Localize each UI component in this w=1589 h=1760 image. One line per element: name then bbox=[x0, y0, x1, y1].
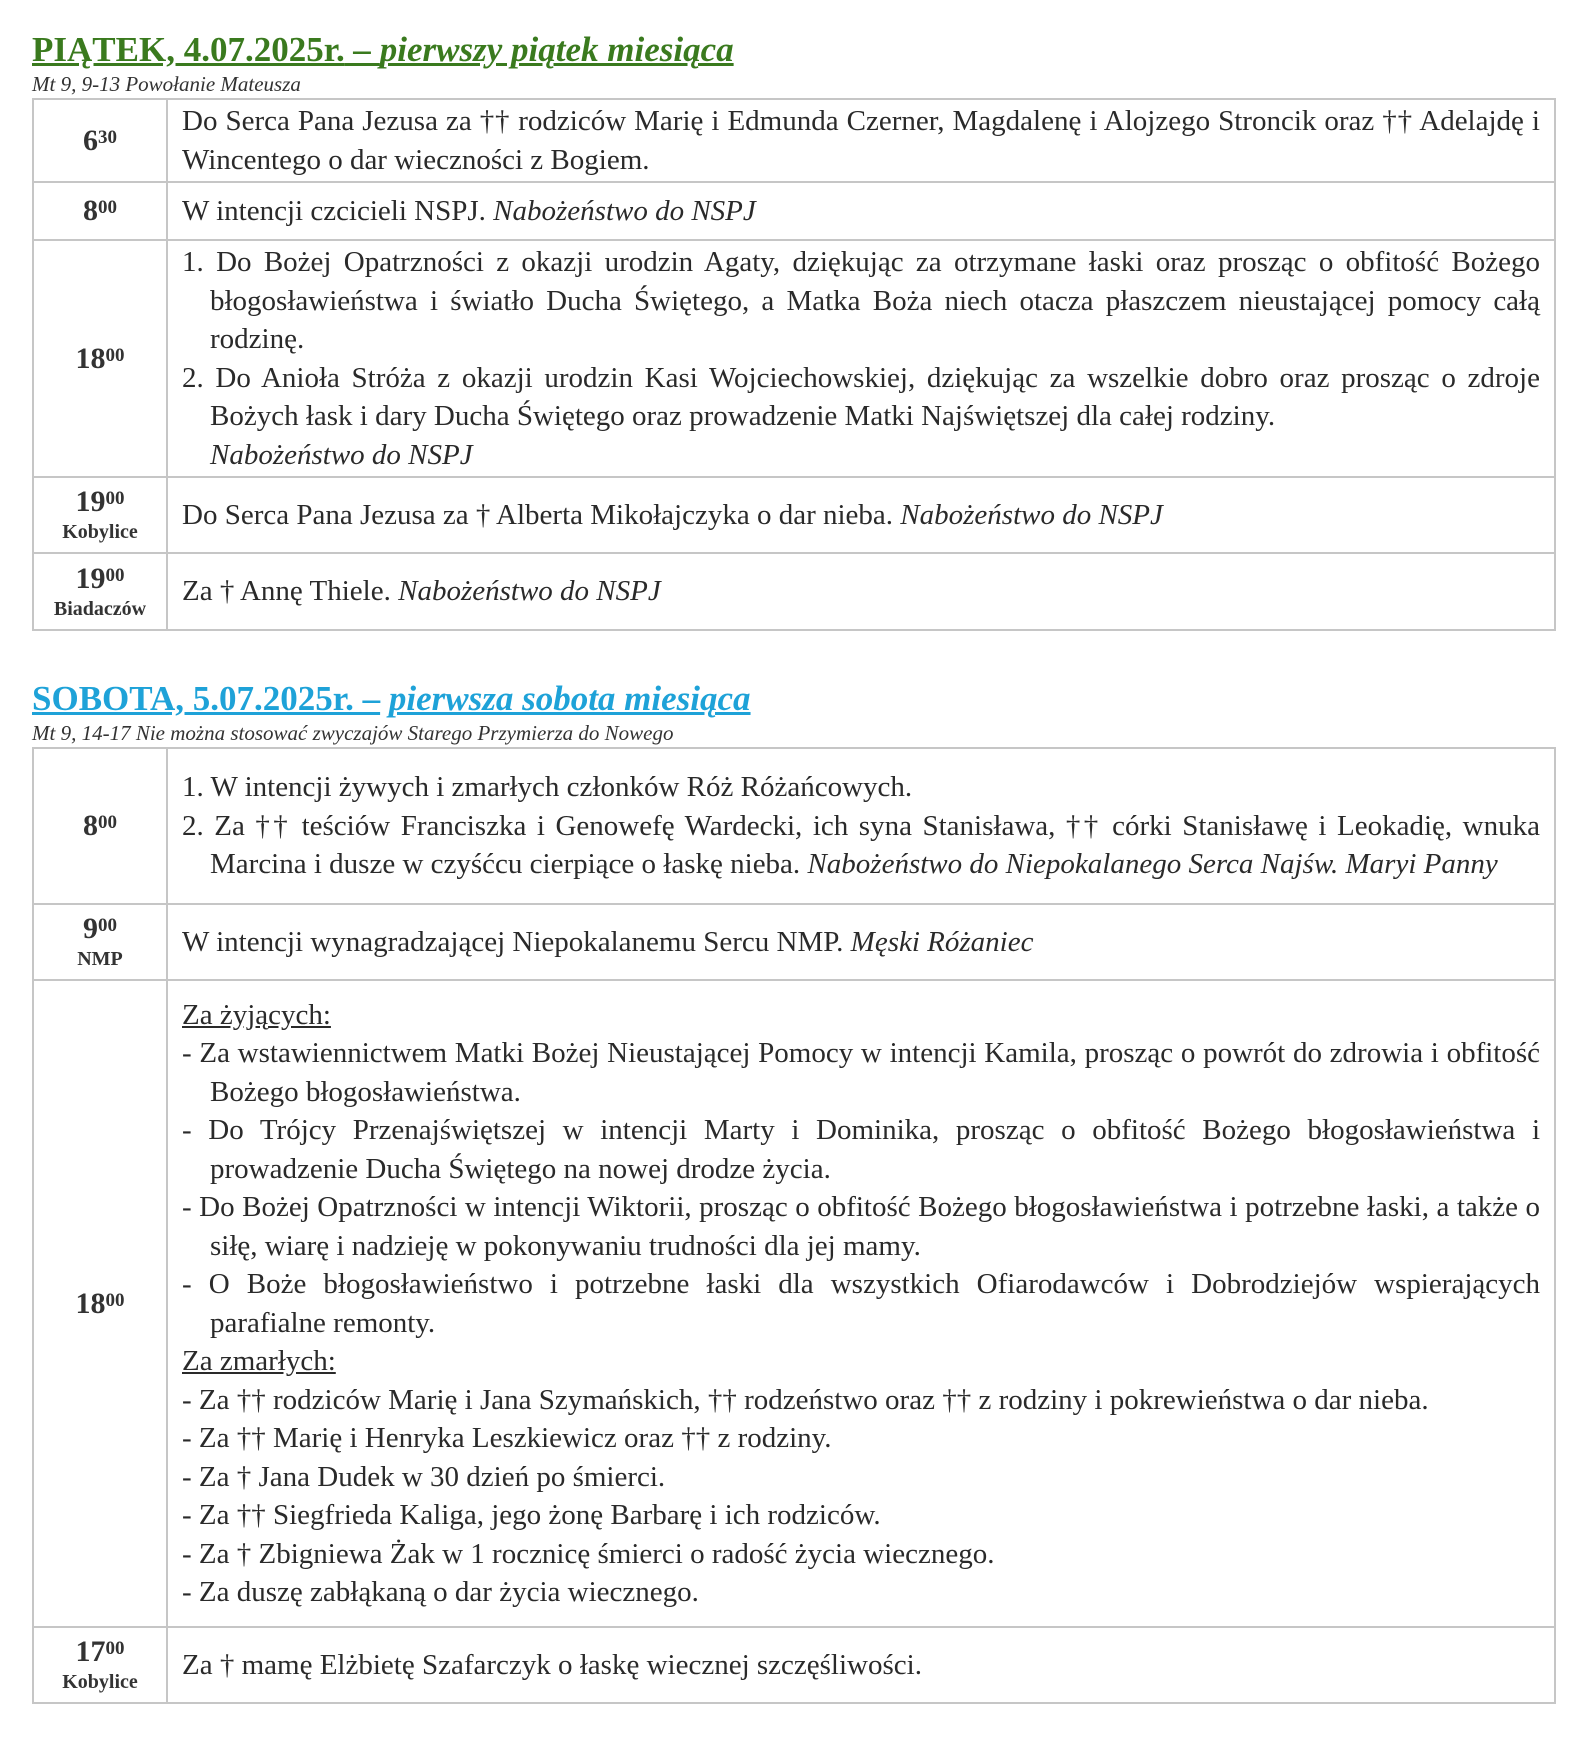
mass-intention bbox=[167, 99, 1555, 182]
intention-text: Do Serca Pana Jezusa za † Alberta Mikołajczyka o dar nieba. bbox=[182, 498, 901, 531]
time-minute: 00 bbox=[105, 344, 125, 366]
intention-item: - Do Trójcy Przenajświętszej w intencji Marty i Dominika, prosząc o obfitość Bożego błogosławieństwa i prowadzenie Ducha Świętego na nowej drodze życia. bbox=[182, 1114, 1540, 1185]
mass-intention bbox=[167, 980, 1555, 1627]
time-minute: 00 bbox=[105, 488, 125, 509]
intention-item: - Za duszę zabłąkaną o dar życia wiecznego. bbox=[182, 1576, 699, 1608]
mass-time bbox=[33, 980, 167, 1627]
service-note: Nabożeństwo do NSPJ bbox=[493, 194, 756, 227]
day-title-date: SOBOTA, 5.07.2025r. – bbox=[32, 679, 381, 718]
day-section-saturday bbox=[32, 677, 1556, 1704]
time-hour: 18 bbox=[75, 341, 106, 375]
mass-time bbox=[33, 748, 167, 904]
mass-intention bbox=[167, 904, 1555, 980]
mass-intention bbox=[167, 182, 1555, 240]
time-hour: 9 bbox=[83, 912, 98, 945]
time-hour: 19 bbox=[75, 561, 106, 595]
mass-intention bbox=[167, 477, 1555, 553]
mass-schedule-table bbox=[32, 98, 1556, 631]
mass-time bbox=[33, 477, 167, 553]
time-hour: 17 bbox=[75, 1635, 106, 1668]
intention-item: - Do Bożej Opatrzności w intencji Wiktorii, prosząc o obfitość Bożego błogosławieństwa i potrzebne łaski, a także o siłę, wiarę i nadzieję w pokonywaniu trudności dla jej mamy. bbox=[182, 1191, 1540, 1262]
intention-item: - Za † Jana Dudek w 30 dzień po śmierci. bbox=[182, 1460, 666, 1493]
time-minute: 00 bbox=[105, 1289, 125, 1311]
mass-row bbox=[33, 904, 1555, 980]
day-title-dash: – bbox=[344, 30, 380, 69]
intention-item: 1. W intencji żywych i zmarłych członków Róż Różańcowych. bbox=[182, 771, 913, 804]
intention-item: - O Boże błogosławieństwo i potrzebne łaski dla wszystkich Ofiarodawców i Dobrodziejów wspierających parafialne remonty. bbox=[182, 1268, 1540, 1339]
mass-location: Biadaczów bbox=[53, 597, 147, 620]
time-hour: 6 bbox=[83, 123, 98, 157]
service-note: Nabożeństwo do NSPJ bbox=[210, 438, 473, 471]
time-minute: 30 bbox=[98, 126, 117, 148]
day-title bbox=[32, 677, 1556, 721]
time-hour: 19 bbox=[75, 485, 106, 518]
service-note: Nabożeństwo do NSPJ bbox=[398, 575, 661, 608]
time-hour: 8 bbox=[83, 809, 98, 842]
day-section-friday bbox=[32, 28, 1556, 631]
intention-text: Za † mamę Elżbietę Szafarczyk o łaskę wiecznej szczęśliwości. bbox=[182, 1648, 922, 1681]
service-note: Męski Różaniec bbox=[850, 925, 1034, 958]
mass-intention bbox=[167, 748, 1555, 904]
mass-row bbox=[33, 1627, 1555, 1703]
mass-time bbox=[33, 182, 167, 240]
mass-row bbox=[33, 553, 1555, 630]
gospel-reading: Mt 9, 9-13 Powołanie Mateusza bbox=[32, 72, 301, 96]
day-title bbox=[32, 28, 1556, 72]
mass-time bbox=[33, 904, 167, 980]
time-hour: 18 bbox=[75, 1286, 106, 1320]
dead-header: Za zmarłych: bbox=[182, 1345, 336, 1377]
intention-text: Za † Annę Thiele. bbox=[182, 575, 399, 608]
day-title-subtitle: pierwsza sobota miesiąca bbox=[388, 679, 751, 718]
mass-intention bbox=[167, 240, 1555, 477]
intention-item: - Za † Zbigniewa Żak w 1 rocznicę śmierci o radość życia wiecznego. bbox=[182, 1537, 995, 1570]
mass-location: Kobylice bbox=[62, 1671, 138, 1693]
mass-time bbox=[33, 240, 167, 477]
mass-intention bbox=[167, 553, 1555, 630]
mass-schedule-table bbox=[32, 747, 1556, 1704]
day-title-subtitle: pierwszy piątek miesiąca bbox=[379, 30, 734, 69]
mass-row bbox=[33, 240, 1555, 477]
intention-item: - Za wstawiennictwem Matki Bożej Nieustającej Pomocy w intencji Kamila, prosząc o powrót do zdrowia i obfitość Bożego błogosławieństwa. bbox=[182, 1037, 1540, 1108]
time-minute: 00 bbox=[105, 564, 125, 586]
day-title-dash bbox=[380, 679, 389, 718]
day-title-date: PIĄTEK, 4.07.2025r. bbox=[32, 30, 345, 69]
mass-time bbox=[33, 553, 167, 630]
mass-location: Kobylice bbox=[62, 521, 138, 543]
gospel-reading: Mt 9, 14-17 Nie można stosować zwyczajów Starego Przymierza do Nowego bbox=[32, 721, 674, 745]
intention-text: W intencji wynagradzającej Niepokalanemu Sercu NMP. bbox=[182, 925, 851, 958]
mass-row bbox=[33, 99, 1555, 182]
intention-item: - Za †† Marię i Henryka Leszkiewicz oraz †† z rodziny. bbox=[182, 1422, 832, 1454]
intention-item: 1. Do Bożej Opatrzności z okazji urodzin Agaty, dziękując za otrzymane łaski oraz prosząc o obfitość Bożego błogosławieństwa i światło Ducha Świętego, a Matka Boża niech otacza płaszczem nieustającej pomocy całą rodzinę. bbox=[182, 246, 1540, 355]
intention-item: 2. Do Anioła Stróża z okazji urodzin Kasi Wojciechowskiej, dziękując za wszelkie dobro oraz prosząc o zdroje Bożych łask i dary Ducha Świętego oraz prowadzenie Matki Najświętszej dla całej rodziny. bbox=[182, 361, 1540, 432]
time-minute: 00 bbox=[98, 812, 117, 833]
mass-row bbox=[33, 182, 1555, 240]
service-note: Nabożeństwo do NSPJ bbox=[900, 498, 1163, 531]
mass-row bbox=[33, 980, 1555, 1627]
intention-item: 2. Za †† teściów Franciszka i Genowefę Wardecki, ich syna Stanisława, †† córki Stanisławę i Leokadię, wnuka Marcina i dusze w czyśćcu cierpiące o łaskę nieba. bbox=[182, 809, 1540, 881]
mass-time bbox=[33, 99, 167, 182]
mass-row bbox=[33, 477, 1555, 553]
intention-item: - Za †† Siegfrieda Kaliga, jego żonę Barbarę i ich rodziców. bbox=[182, 1499, 881, 1531]
time-minute: 00 bbox=[105, 1638, 125, 1659]
time-minute: 00 bbox=[98, 915, 117, 936]
intention-text: Do Serca Pana Jezusa za †† rodziców Marię i Edmunda Czerner, Magdalenę i Alojzego Stroncik oraz †† Adelajdę i Wincentego o dar wieczności z Bogiem. bbox=[182, 105, 1540, 176]
time-hour: 8 bbox=[83, 194, 98, 227]
mass-row bbox=[33, 748, 1555, 904]
living-header: Za żyjących: bbox=[182, 998, 331, 1031]
intention-item: - Za †† rodziców Marię i Jana Szymańskich, †† rodzeństwo oraz †† z rodziny i pokrewieństwa o dar nieba. bbox=[182, 1383, 1429, 1416]
mass-time bbox=[33, 1627, 167, 1703]
intention-text: W intencji czcicieli NSPJ. bbox=[182, 194, 494, 227]
mass-intention bbox=[167, 1627, 1555, 1703]
time-minute: 00 bbox=[98, 197, 117, 218]
service-note: Nabożeństwo do Niepokalanego Serca Najśw. Maryi Panny bbox=[807, 848, 1498, 881]
mass-location: NMP bbox=[77, 948, 123, 970]
